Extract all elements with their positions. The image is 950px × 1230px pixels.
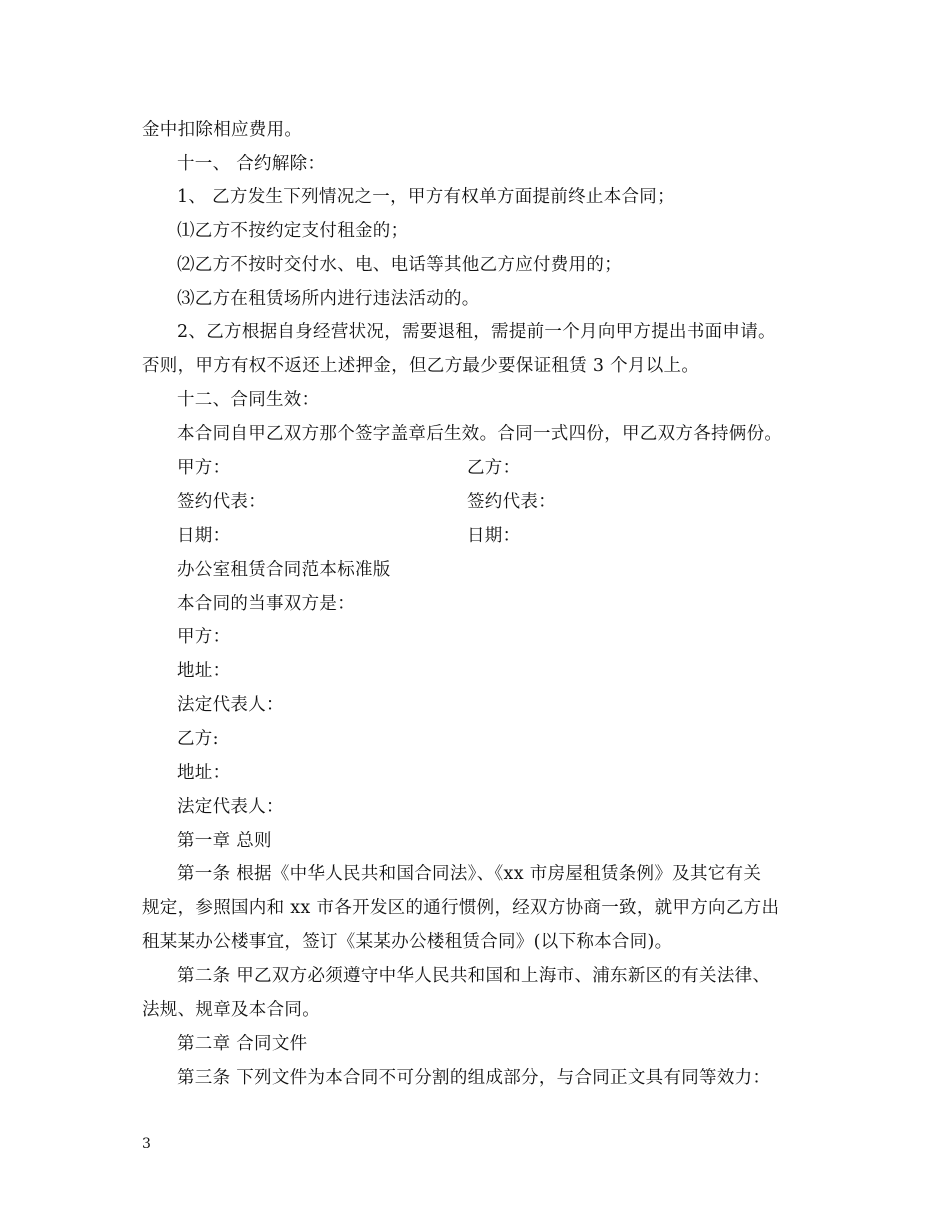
party-field: 甲方：: [177, 627, 231, 647]
text-line: 金中扣除相应费用。: [142, 120, 303, 140]
party-field: 地址：: [177, 661, 231, 681]
party-field: 乙方:: [177, 729, 219, 749]
party-field: 法定代表人：: [177, 797, 284, 817]
party-a-date: 日期：: [177, 526, 231, 546]
text-line: 否则，甲方有权不返还上述押金，但乙方最少要保证租赁 3 个月以上。: [142, 356, 700, 376]
party-b-representative: 签约代表：: [467, 492, 556, 512]
contract-title: 办公室租赁合同范本标准版: [177, 560, 391, 580]
party-field: 地址：: [177, 763, 231, 783]
page-number: 3: [142, 1136, 151, 1152]
party-b-date: 日期：: [467, 526, 521, 546]
text-line: 2、乙方根据自身经营状况，需要退租，需提前一个月向甲方提出书面申请。: [177, 322, 776, 342]
party-a-label: 甲方：: [177, 458, 231, 478]
text-line: 法规、规章及本合同。: [142, 1000, 320, 1020]
list-item: ⑶乙方在租赁场所内进行违法活动的。: [177, 289, 480, 309]
party-b-label: 乙方：: [467, 458, 521, 478]
chapter-heading: 第二章 合同文件: [177, 1034, 308, 1054]
section-heading: 十二、合同生效：: [177, 390, 320, 410]
text-line: 第三条 下列文件为本合同不可分割的组成部分，与合同正文具有同等效力：: [177, 1068, 771, 1088]
text-line: 租某某办公楼事宜，签订《某某办公楼租赁合同》(以下称本合同)。: [142, 932, 673, 952]
text-line: 规定，参照国内和 xx 市各开发区的通行惯例，经双方协商一致，就甲方向乙方出: [142, 898, 780, 918]
text-line: 本合同自甲乙双方那个签字盖章后生效。合同一式四份，甲乙双方各持俩份。: [177, 424, 783, 444]
chapter-heading: 第一章 总则: [177, 831, 272, 851]
list-item: ⑵乙方不按时交付水、电、电话等其他乙方应付费用的；: [177, 255, 622, 275]
section-heading: 十一、 合约解除：: [177, 154, 326, 174]
party-a-representative: 签约代表：: [177, 492, 266, 512]
list-item: ⑴乙方不按约定支付租金的；: [177, 221, 409, 241]
text-line: 第一条 根据《中华人民共和国合同法》、《xx 市房屋租赁条例》及其它有关: [177, 864, 762, 884]
text-line: 1、 乙方发生下列情况之一，甲方有权单方面提前终止本合同；: [177, 187, 675, 207]
party-field: 法定代表人：: [177, 695, 284, 715]
text-line: 本合同的当事双方是：: [177, 594, 355, 614]
text-line: 第二条 甲乙双方必须遵守中华人民共和国和上海市、浦东新区的有关法律、: [177, 966, 771, 986]
